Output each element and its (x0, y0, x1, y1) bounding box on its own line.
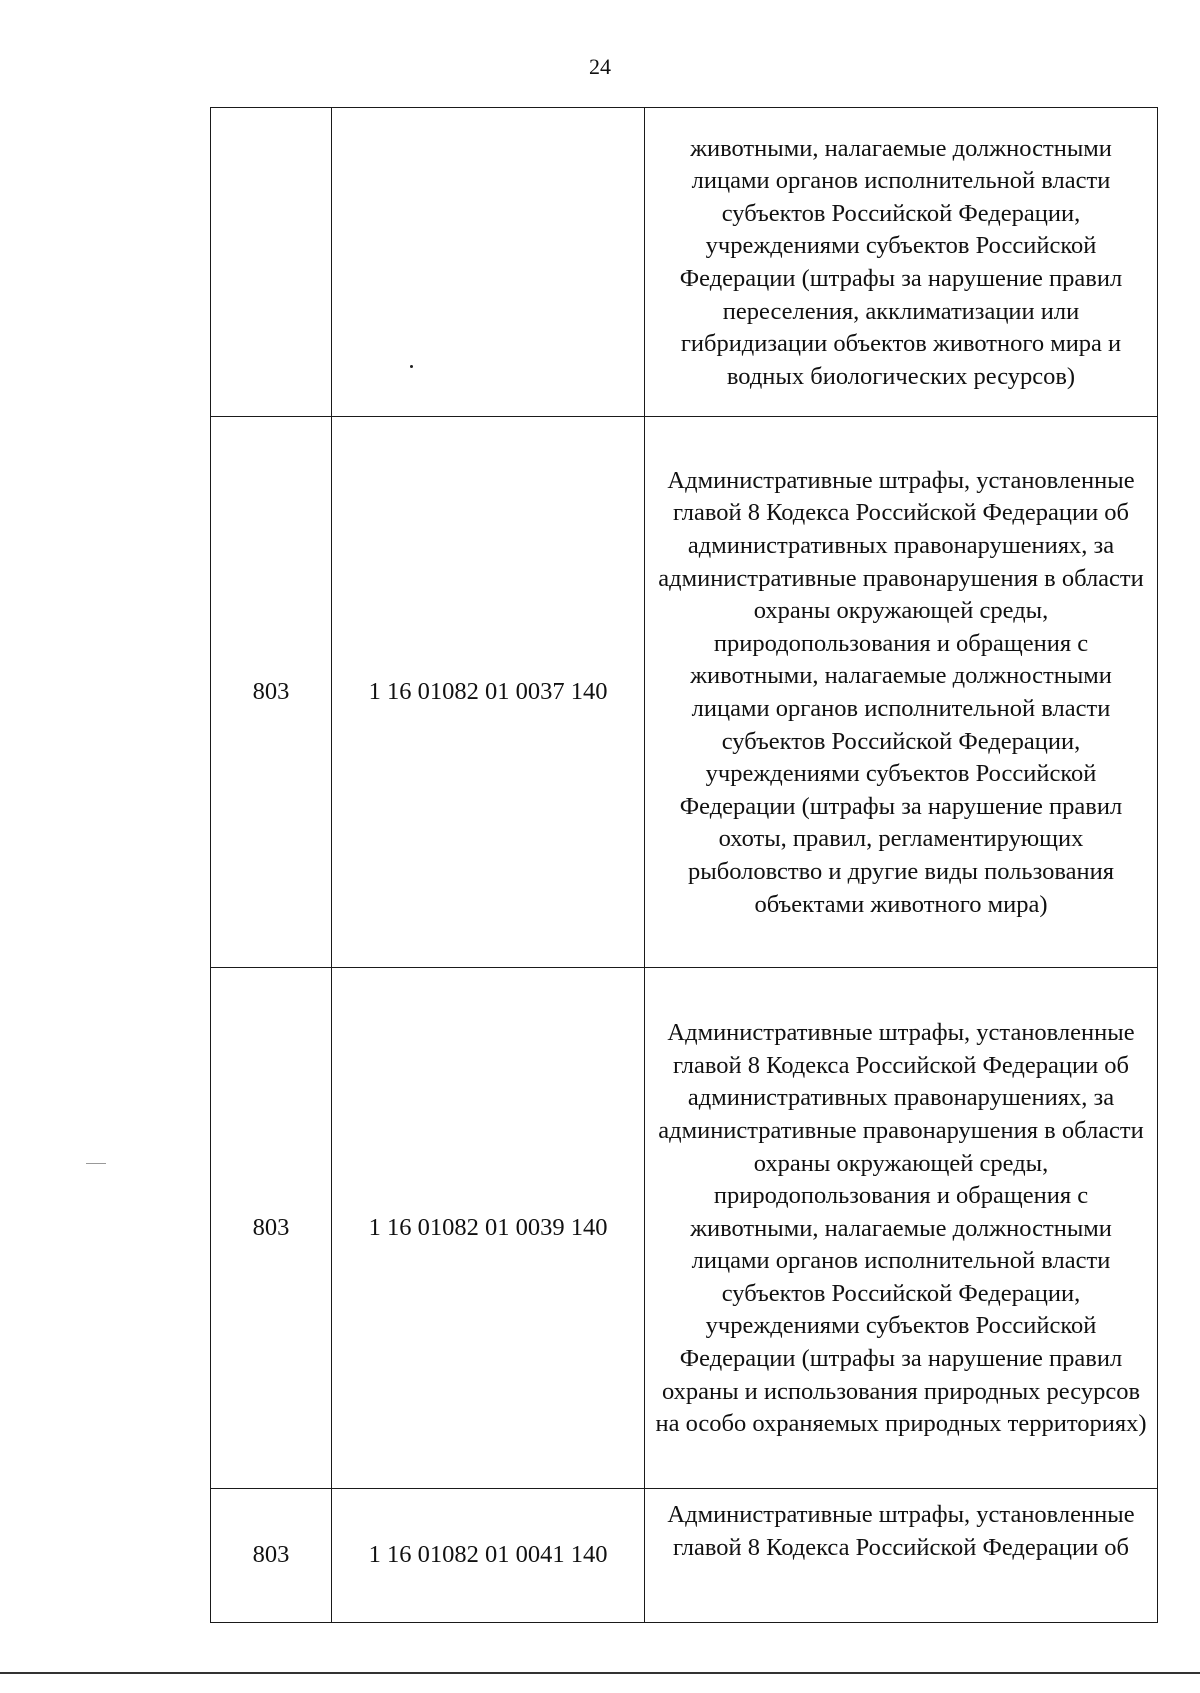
scan-speck (410, 365, 413, 368)
table-row (211, 1489, 1158, 1623)
admin-code-cell: 803 (211, 1489, 332, 1623)
kbk-code-cell: 1 16 01082 01 0037 140 (332, 417, 645, 968)
kbk-code-cell: 1 16 01082 01 0039 140 (332, 968, 645, 1489)
kbk-code-cell (332, 108, 645, 417)
table-row (211, 968, 1158, 1489)
table-row (211, 417, 1158, 968)
admin-code-cell (211, 108, 332, 417)
kbk-code-cell: 1 16 01082 01 0041 140 (332, 1489, 645, 1623)
budget-classification-table (210, 107, 1158, 1623)
admin-code-cell: 803 (211, 968, 332, 1489)
description-cell: Административные штрафы, установленные главой 8 Кодекса Российской Федерации об административных правонарушениях, за административные правонарушения в области охраны окружающей среды, природопользования и обращения с животными, налагаемые должностными лицами органов исполнительной власти субъектов Российской Федерации, учреждениями субъектов Российской Федерации (штрафы за нарушение правил охоты, правил, регламентирующих рыболовство и другие виды пользования объектами животного мира) (645, 417, 1158, 968)
admin-code-cell: 803 (211, 417, 332, 968)
margin-mark (86, 1163, 106, 1164)
page-number: 24 (589, 54, 611, 79)
description-cell: Административные штрафы, установленные главой 8 Кодекса Российской Федерации об (645, 1489, 1158, 1623)
description-cell: Административные штрафы, установленные главой 8 Кодекса Российской Федерации об административных правонарушениях, за административные правонарушения в области охраны окружающей среды, природопользования и обращения с животными, налагаемые должностными лицами органов исполнительной власти субъектов Российской Федерации, учреждениями субъектов Российской Федерации (штрафы за нарушение правил охраны и использования природных ресурсов на особо охраняемых природных территориях) (645, 968, 1158, 1489)
table-row (211, 108, 1158, 417)
scan-edge-line (0, 1672, 1200, 1674)
description-cell: животными, налагаемые должностными лицами органов исполнительной власти субъектов Российской Федерации, учреждениями субъектов Российской Федерации (штрафы за нарушение правил переселения, акклиматизации или гибридизации объектов животного мира и водных биологических ресурсов) (645, 108, 1158, 417)
